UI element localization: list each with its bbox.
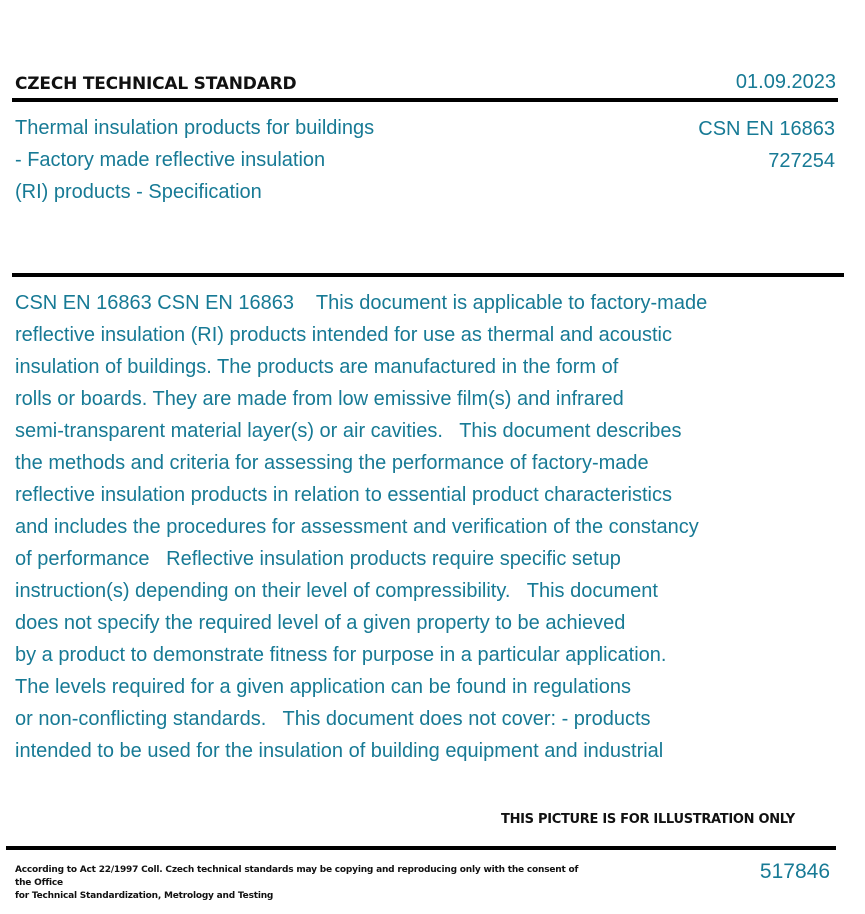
abstract-line: CSN EN 16863 CSN EN 16863 This document is applicable to factory-made (15, 292, 708, 314)
abstract-line: instruction(s) depending on their level of compressibility. This document (15, 580, 658, 602)
abstract-line: by a product to demonstrate fitness for purpose in a particular application. (15, 644, 667, 666)
document-type-label: CZECH TECHNICAL STANDARD (15, 74, 297, 94)
abstract-line: reflective insulation products in relation to essential product characteristics (15, 484, 672, 506)
abstract-line: intended to be used for the insulation of building equipment and industrial (15, 740, 664, 762)
abstract-line: of performance Reflective insulation products require specific setup (15, 548, 621, 570)
legal-notice (15, 864, 595, 903)
abstract-line: or non-conflicting standards. This document does not cover: - products (15, 708, 651, 730)
title-divider (12, 273, 844, 277)
title-line-2: - Factory made reflective insulation (15, 149, 326, 171)
document-number: 517846 (759, 860, 830, 883)
illustration-disclaimer: THIS PICTURE IS FOR ILLUSTRATION ONLY (501, 812, 795, 827)
catalog-number: 727254 (768, 150, 835, 172)
footer-divider (6, 846, 836, 850)
legal-notice-line-2: for Technical Standardization, Metrology and Testing (15, 891, 274, 901)
publication-date: 01.09.2023 (735, 71, 836, 93)
abstract-text (15, 287, 815, 767)
abstract-line: The levels required for a given application can be found in regulations (15, 676, 631, 698)
header-divider (12, 98, 838, 102)
abstract-line: semi-transparent material layer(s) or air cavities. This document describes (15, 420, 682, 442)
title-line-1: Thermal insulation products for buildings (15, 117, 375, 139)
abstract-line: insulation of buildings. The products are manufactured in the form of (15, 356, 619, 378)
standard-code: CSN EN 16863 (698, 118, 835, 140)
title-line-3: (RI) products - Specification (15, 181, 262, 203)
abstract-line: rolls or boards. They are made from low emissive film(s) and infrared (15, 388, 624, 410)
legal-notice-line-1: According to Act 22/1997 Coll. Czech technical standards may be copying and reproducing only with the consent of the Office (15, 865, 579, 888)
abstract-line: the methods and criteria for assessing the performance of factory-made (15, 452, 649, 474)
abstract-line: and includes the procedures for assessment and verification of the constancy (15, 516, 699, 538)
abstract-line: reflective insulation (RI) products intended for use as thermal and acoustic (15, 324, 673, 346)
abstract-line: does not specify the required level of a given property to be achieved (15, 612, 626, 634)
